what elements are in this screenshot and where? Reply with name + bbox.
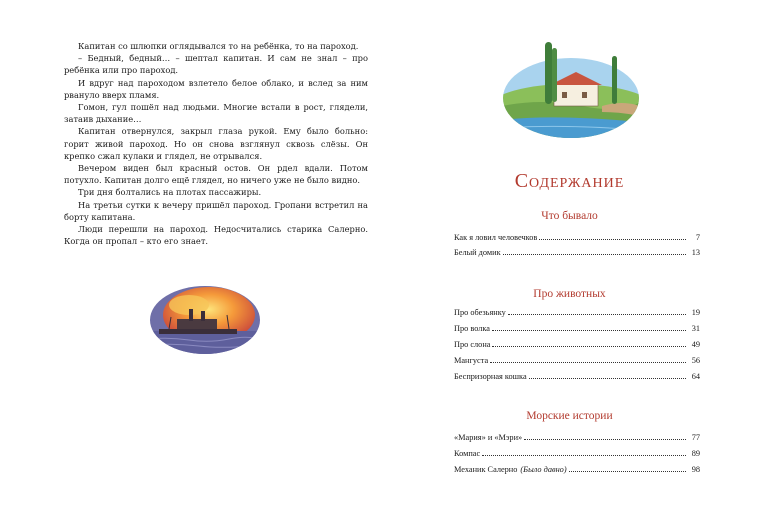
toc-entry[interactable] xyxy=(454,448,700,462)
toc-entry[interactable] xyxy=(454,323,700,337)
paragraph: Вечером виден был красный остов. Он рдел вдали. Потом потухло. Капитан долго ещё глядел, но ничего уже не было видно. xyxy=(64,163,368,186)
toc-entry-title: «Мария» и «Мэри» xyxy=(454,433,523,442)
leader-dots xyxy=(524,432,686,440)
leader-dots xyxy=(508,307,686,315)
toc-entry-page: 64 xyxy=(691,372,700,381)
section-title: Что бывало xyxy=(541,210,598,222)
paragraph: Гомон, гул пошёл над людьми. Многие встали в рост, глядели, затаив дыхание… xyxy=(64,102,368,125)
toc-entry-title: Беспризорная кошка xyxy=(454,372,527,381)
leader-dots xyxy=(503,247,686,255)
story-text xyxy=(64,40,368,247)
leader-dots xyxy=(569,464,686,472)
leader-dots xyxy=(492,323,686,331)
toc-entry-title: Механик Салерно xyxy=(454,465,518,474)
leader-dots xyxy=(492,339,686,347)
toc-entry[interactable] xyxy=(454,307,700,321)
leader-dots xyxy=(490,355,686,363)
toc-entry-title: Про слона xyxy=(454,340,491,349)
toc-entry[interactable] xyxy=(454,232,700,246)
toc-entry-subtitle: (Было давно) xyxy=(520,465,567,474)
white-house-illustration xyxy=(502,40,640,140)
toc-entry-page: 49 xyxy=(691,340,700,349)
section-title: Морские истории xyxy=(526,410,613,422)
toc-entry-page: 19 xyxy=(691,308,700,317)
toc-entry-title: Про волка xyxy=(454,324,490,333)
toc-entry-title: Белый домик xyxy=(454,248,501,257)
section-title: Про животных xyxy=(533,288,606,300)
burning-steamship-illustration xyxy=(149,285,261,355)
toc-entry[interactable] xyxy=(454,371,700,385)
toc-entry-title: Компас xyxy=(454,449,481,458)
toc-entry-page: 31 xyxy=(691,324,700,333)
leader-dots xyxy=(539,232,686,240)
paragraph: Люди перешли на пароход. Недосчитались старика Салерно. Когда он пропал – кто его знает. xyxy=(64,224,368,247)
toc-entry-page: 13 xyxy=(691,248,700,257)
toc-entry-page: 77 xyxy=(691,433,700,442)
paragraph: Капитан отвернулся, закрыл глаза рукой. Ему было больно: горит живой пароход. Но он снова взглянул сквозь слёзы. Он крепко сжал кулаки и глядел, не отрывался. xyxy=(64,126,368,161)
right-page xyxy=(380,0,759,516)
leader-dots xyxy=(529,371,686,379)
toc-entry-page: 7 xyxy=(695,233,700,242)
paragraph: И вдруг над пароходом взлетело белое облако, и вслед за ним рвануло вверх пламя. xyxy=(64,77,368,100)
paragraph: Три дня болтались на плотах пассажиры. xyxy=(78,187,262,198)
toc-entry-page: 98 xyxy=(691,465,700,474)
toc-entry-title: Как я ловил человечков xyxy=(454,233,538,242)
toc-entry[interactable] xyxy=(454,464,700,478)
paragraph: Капитан со шлюпки оглядывался то на ребёнка, то на пароход. xyxy=(78,41,359,51)
toc-title: Содержание xyxy=(514,170,625,192)
toc-entry-title: Мангуста xyxy=(454,356,489,365)
toc-entry[interactable] xyxy=(454,339,700,353)
leader-dots xyxy=(482,448,686,456)
toc-entry[interactable] xyxy=(454,355,700,369)
toc-entry-page: 56 xyxy=(691,356,700,365)
toc-entry-page: 89 xyxy=(691,449,700,458)
paragraph: На третьи сутки к вечеру пришёл пароход. Гропани встретил на борту капитана. xyxy=(64,199,368,222)
toc-entry-title: Про обезьянку xyxy=(454,308,506,317)
toc-entry[interactable] xyxy=(454,247,700,261)
toc-entry[interactable] xyxy=(454,432,700,446)
paragraph: – Бедный, бедный… – шептал капитан. И сам не знал – про ребёнка или про пароход. xyxy=(64,53,368,76)
